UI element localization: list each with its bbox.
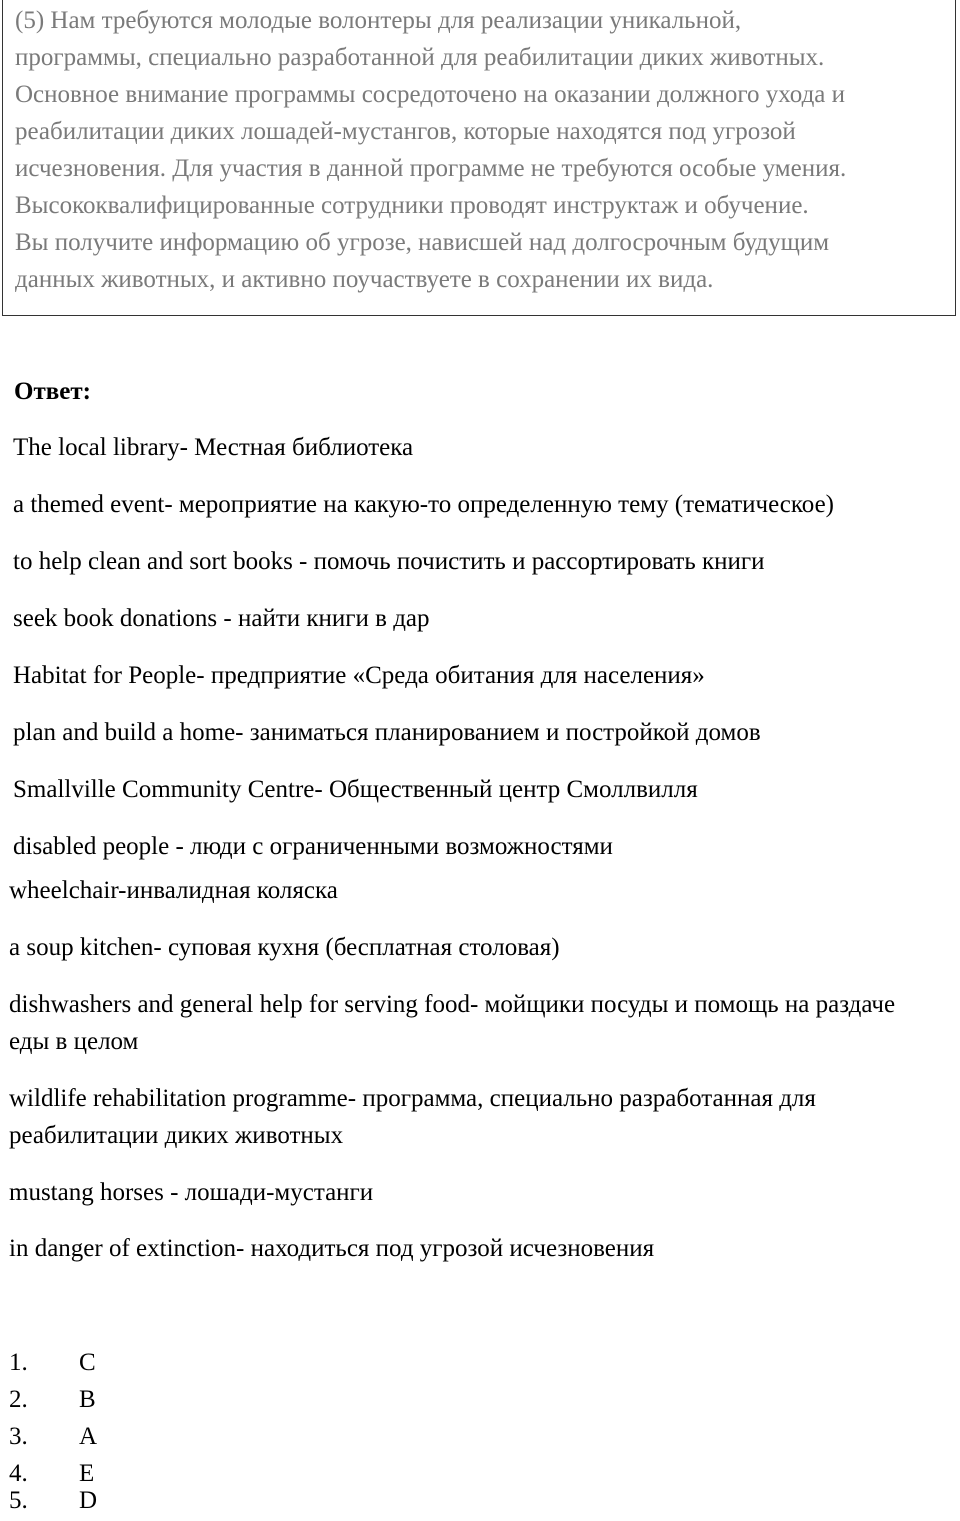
vocab-item: Smallville Community Centre- Общественный центр Смоллвилля [13,776,698,803]
quote-line: программы, специально разработанной для реабилитации диких животных. [15,44,825,71]
quote-line: данных животных, и активно поучаствуете в сохранении их вида. [15,266,714,293]
answer-key-row [9,1418,209,1455]
vocab-item: wildlife rehabilitation programme- программа, специально разработанная для реабилитации диких животных [9,1085,816,1149]
vocab-item: dishwashers and general help for serving food- мойщики посуды и помощь на раздаче еды в целом [9,991,896,1055]
answer-key-letter: D [79,1487,98,1514]
vocab-item: wheelchair-инвалидная коляска [9,877,338,904]
vocab-item: seek book donations - найти книги в дар [13,605,430,632]
quote-line: реабилитации диких лошадей-мустангов, которые находятся под угрозой [15,118,796,145]
answer-key-number: 3. [9,1423,28,1450]
quote-line: (5) Нам требуются молодые волонтеры для реализации уникальной, [15,7,742,34]
vocab-item: in danger of extinction- находиться под угрозой исчезновения [9,1235,655,1262]
answer-key-row [9,1344,209,1381]
vocab-item: mustang horses - лошади-мустанги [9,1179,374,1206]
answer-key-number: 5. [9,1487,28,1514]
answer-key-letter: B [79,1386,96,1413]
vocab-item: a soup kitchen- суповая кухня (бесплатная столовая) [9,934,560,961]
quote-line: Высококвалифицированные сотрудники проводят инструктаж и обучение. [15,192,809,219]
vocab-item: a themed event- мероприятие на какую-то определенную тему (тематическое) [13,491,834,518]
answer-key-row [9,1381,209,1418]
quoted-paragraph-box [2,0,956,316]
answer-key-number: 2. [9,1386,28,1413]
answer-key-letter: E [79,1460,95,1487]
answer-key-row [9,1482,209,1519]
vocab-item: disabled people - люди с ограниченными возможностями [13,833,613,860]
quote-line: Основное внимание программы сосредоточено на оказании должного ухода и [15,81,846,108]
vocab-item: to help clean and sort books - помочь почистить и рассортировать книги [13,548,765,575]
answer-key-letter: C [79,1349,96,1376]
answer-key-number: 4. [9,1460,28,1487]
vocab-item: Habitat for People- предприятие «Среда обитания для населения» [13,662,705,689]
vocab-item: The local library- Местная библиотека [13,434,414,461]
vocab-item: plan and build a home- заниматься планированием и постройкой домов [13,719,761,746]
answer-key-number: 1. [9,1349,28,1376]
quote-line: исчезновения. Для участия в данной программе не требуются особые умения. [15,155,847,182]
answer-heading: Ответ: [14,378,91,405]
answer-key-letter: A [79,1423,98,1450]
quote-line: Вы получите информацию об угрозе, нависшей над долгосрочным будущим [15,229,830,256]
